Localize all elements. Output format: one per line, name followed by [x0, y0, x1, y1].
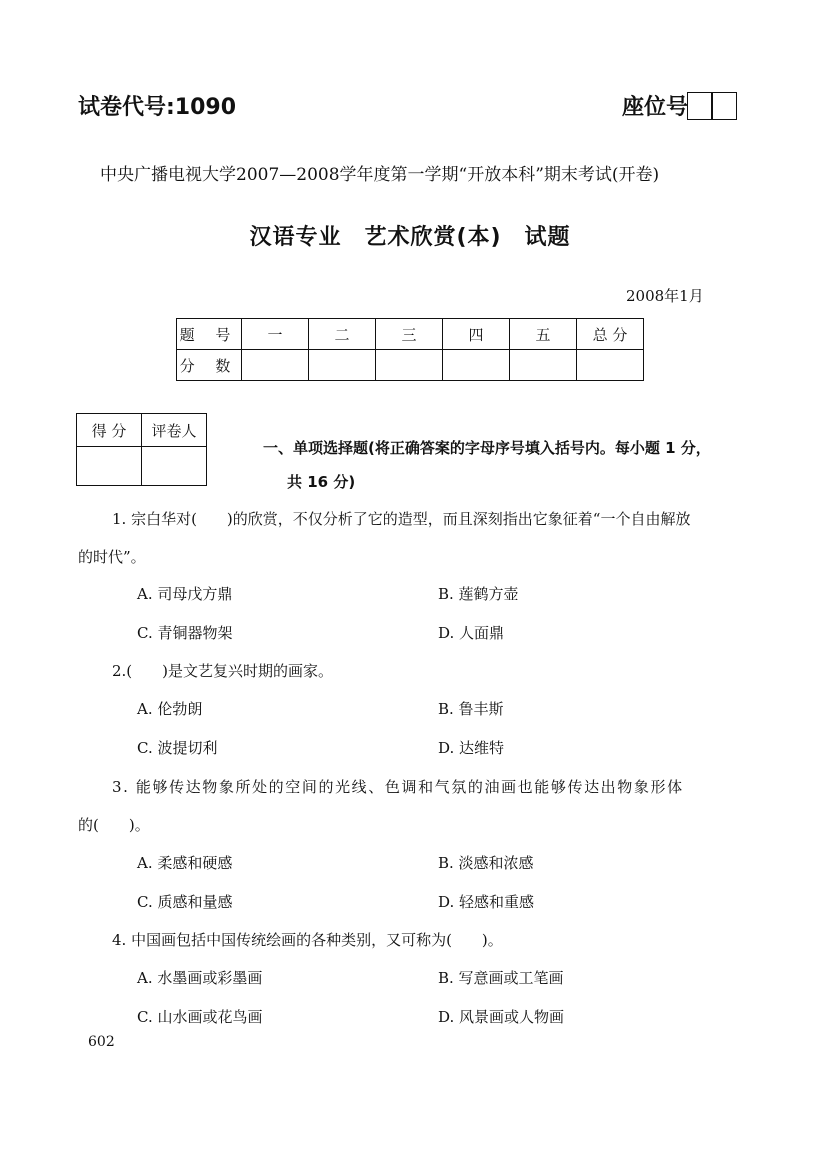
- grader-score-cell[interactable]: [77, 447, 142, 486]
- seat-box-1: [687, 92, 713, 120]
- section-heading-cont: 共 16 分): [287, 473, 356, 491]
- score-table-cell: 二: [309, 319, 376, 350]
- question-2-option-d[interactable]: D. 达维特: [438, 739, 505, 757]
- question-2-option-c[interactable]: C. 波提切利: [137, 739, 218, 757]
- question-1-stem-cont: 的时代”。: [78, 548, 146, 566]
- question-3-stem: 3. 能够传达物象所处的空间的光线、色调和气氛的油画也能够传达出物象形体: [112, 778, 684, 796]
- section-heading: 一、单项选择题(将正确答案的字母序号填入括号内。每小题 1 分，: [263, 439, 711, 457]
- score-table-cell: 三: [376, 319, 443, 350]
- exam-date: 2008年1月: [626, 287, 704, 305]
- score-table-cell: 五: [510, 319, 577, 350]
- question-3-option-c[interactable]: C. 质感和量感: [137, 893, 233, 911]
- score-entry-cell[interactable]: [376, 350, 443, 381]
- seat-label: 座位号: [622, 95, 689, 120]
- exam-title: 汉语专业 艺术欣赏(本) 试题: [249, 225, 571, 250]
- question-1-stem: 1. 宗白华对( )的欣赏，不仅分析了它的造型，而且深刻指出它象征着“一个自由解放: [112, 510, 691, 528]
- score-entry-cell[interactable]: [242, 350, 309, 381]
- seat-number-field: [622, 90, 737, 121]
- question-1-option-b[interactable]: B. 莲鹤方壶: [438, 585, 519, 603]
- question-4-option-d[interactable]: D. 风景画或人物画: [438, 1008, 565, 1026]
- score-entry-cell[interactable]: [443, 350, 510, 381]
- question-4-option-c[interactable]: C. 山水画或花鸟画: [137, 1008, 263, 1026]
- exam-header: 中央广播电视大学2007—2008学年度第一学期“开放本科”期末考试(开卷): [100, 165, 660, 185]
- question-3-option-d[interactable]: D. 轻感和重感: [438, 893, 535, 911]
- grader-header-score: 得 分: [77, 414, 142, 447]
- question-1-option-c[interactable]: C. 青铜器物架: [137, 624, 233, 642]
- question-3-stem-cont: 的( )。: [78, 816, 150, 834]
- score-table-cell: 分 数: [177, 350, 242, 381]
- question-3-option-a[interactable]: A. 柔感和硬感: [137, 854, 233, 872]
- question-1-option-a[interactable]: A. 司母戊方鼎: [137, 585, 233, 603]
- page-number: 602: [88, 1034, 115, 1050]
- seat-box-2: [711, 92, 737, 120]
- question-4-stem: 4. 中国画包括中国传统绘画的各种类别，又可称为( )。: [112, 931, 503, 949]
- question-2-stem: 2.( )是文艺复兴时期的画家。: [112, 662, 334, 680]
- score-entry-cell[interactable]: [510, 350, 577, 381]
- grader-table: [76, 413, 207, 486]
- score-table-cell: 一: [242, 319, 309, 350]
- paper-code: 试卷代号:1090: [78, 95, 237, 120]
- score-entry-cell[interactable]: [577, 350, 644, 381]
- score-table-cell: 总 分: [577, 319, 644, 350]
- question-4-option-b[interactable]: B. 写意画或工笔画: [438, 969, 564, 987]
- score-table-header-row: [177, 319, 644, 350]
- grader-reviewer-cell[interactable]: [142, 447, 207, 486]
- question-2-option-b[interactable]: B. 鲁丰斯: [438, 700, 504, 718]
- score-table: [176, 318, 644, 381]
- score-entry-cell[interactable]: [309, 350, 376, 381]
- score-table-cell: 题 号: [177, 319, 242, 350]
- question-4-option-a[interactable]: A. 水墨画或彩墨画: [137, 969, 263, 987]
- grader-header-reviewer: 评卷人: [142, 414, 207, 447]
- question-3-option-b[interactable]: B. 淡感和浓感: [438, 854, 534, 872]
- score-table-value-row: [177, 350, 644, 381]
- question-2-option-a[interactable]: A. 伦勃朗: [137, 700, 203, 718]
- score-table-cell: 四: [443, 319, 510, 350]
- question-1-option-d[interactable]: D. 人面鼎: [438, 624, 505, 642]
